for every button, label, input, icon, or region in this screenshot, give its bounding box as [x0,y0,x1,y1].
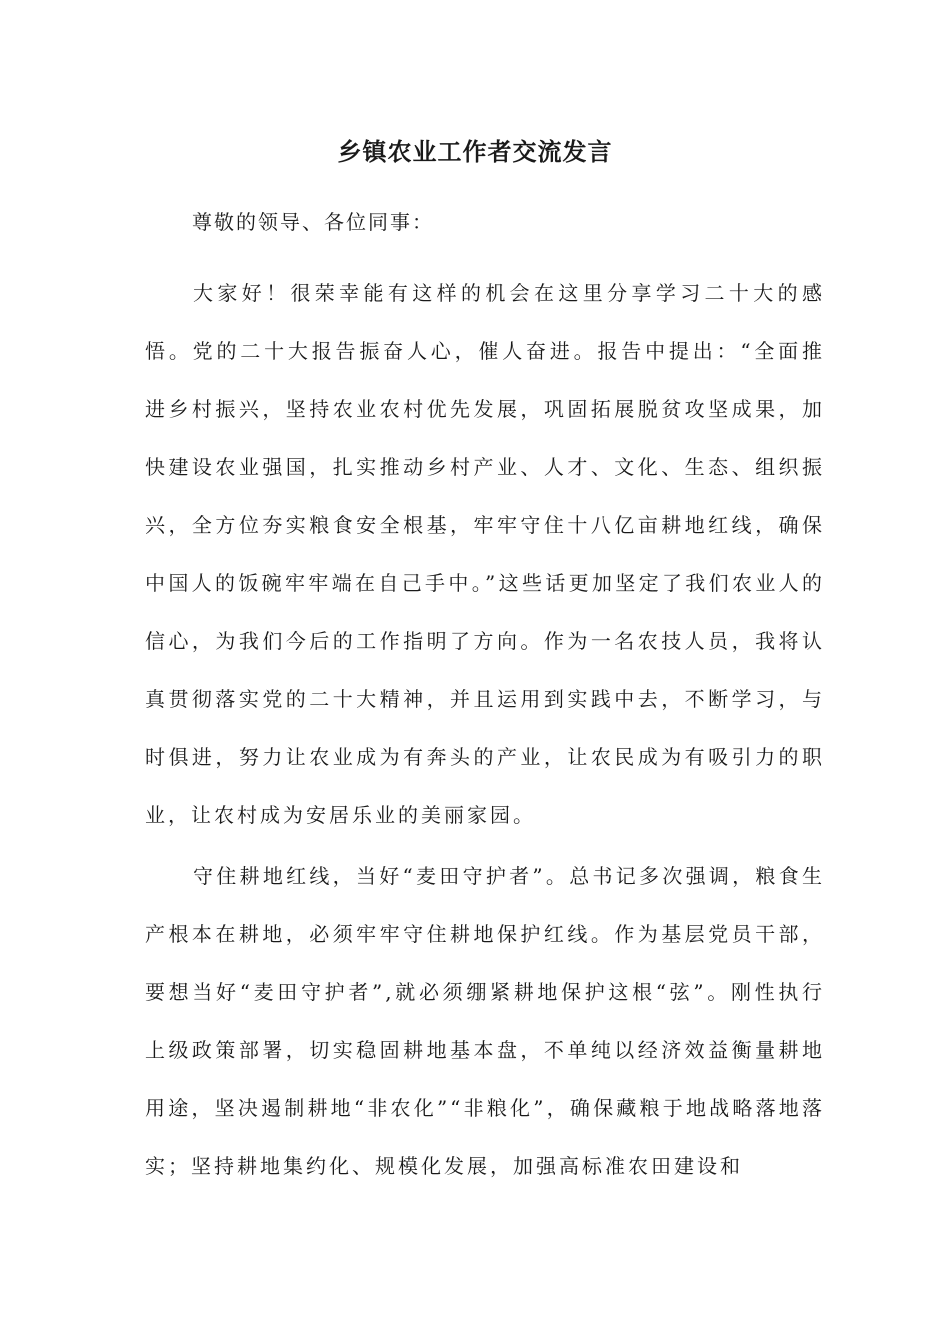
paragraph-1: 大家好！很荣幸能有这样的机会在这里分享学习二十大的感悟。党的二十大报告振奋人心，催人奋进。报告中提出：“全面推进乡村振兴，坚持农业农村优先发展，巩固拓展脱贫攻坚成果，加快建设农业强国，扎实推动乡村产业、人才、文化、生态、组织振兴，全方位夯实粮食安全根基，牢牢守住十八亿亩耕地红线，确保中国人的饭碗牢牢端在自己手中。”这些话更加坚定了我们农业人的信心，为我们今后的工作指明了方向。作为一名农技人员，我将认真贯彻落实党的二十大精神，并且运用到实践中去，不断学习，与时俱进，努力让农业成为有奔头的产业，让农民成为有吸引力的职业，让农村成为安居乐业的美丽家园。 [145,281,825,827]
salutation: 尊敬的领导、各位同事： [192,210,434,234]
document-title: 乡镇农业工作者交流发言 [337,137,613,166]
paragraph-2: 守住耕地红线，当好“麦田守护者”。总书记多次强调，粮食生产根本在耕地，必须牢牢守住耕地保护红线。作为基层党员干部，要想当好“麦田守护者”,就必须绷紧耕地保护这根“弦”。刚性执行上级政策部署，切实稳固耕地基本盘，不单纯以经济效益衡量耕地用途，坚决遏制耕地“非农化”“非粮化”，确保藏粮于地战略落地落实；坚持耕地集约化、规模化发展，加强高标准农田建设和 [145,864,825,1178]
